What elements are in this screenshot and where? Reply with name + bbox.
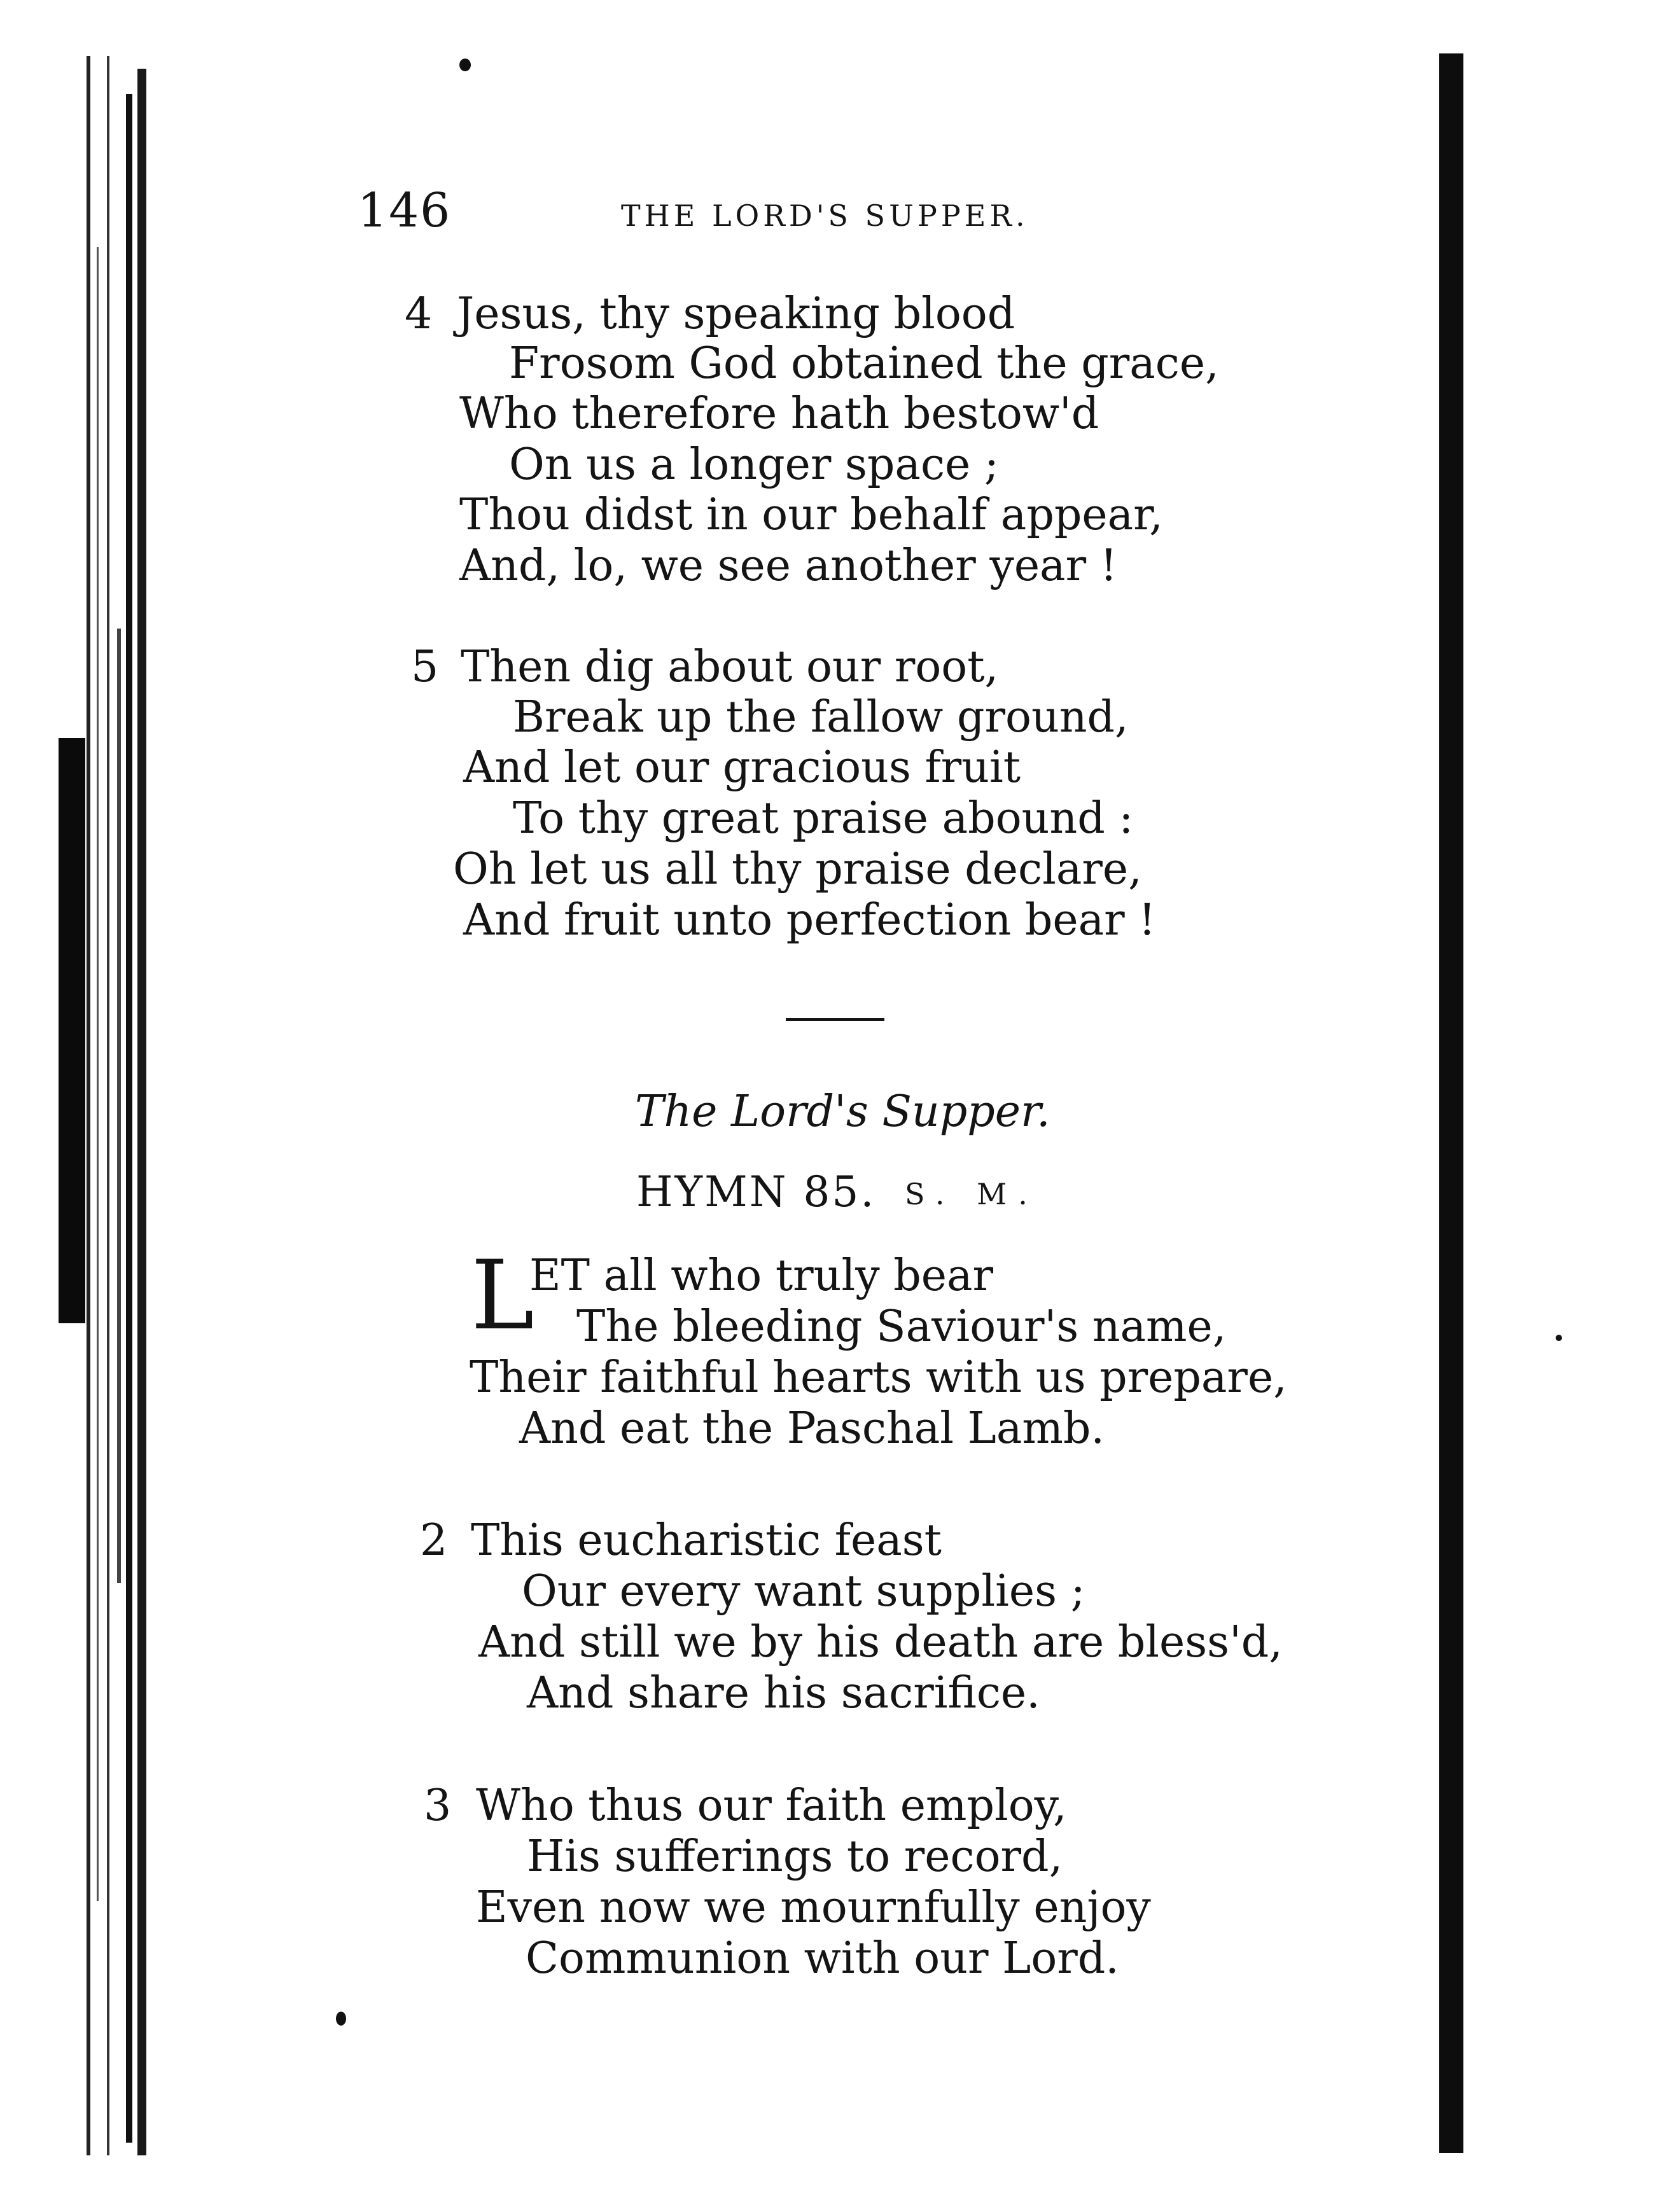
stanza-number: 2: [420, 1515, 448, 1566]
verse-line: And eat the Paschal Lamb.: [519, 1403, 1105, 1454]
verse-line: This eucharistic feast: [471, 1515, 942, 1566]
verse-line: And share his sacrifice.: [527, 1668, 1040, 1718]
verse-line: Jesus, thy speaking blood: [457, 289, 1015, 339]
verse-line: To thy great praise abound :: [513, 793, 1134, 844]
verse-line: And, lo, we see another year !: [459, 541, 1118, 591]
drop-cap: L: [471, 1241, 534, 1351]
verse-line: Even now we mournfully enjoy: [476, 1882, 1151, 1933]
stanza-number: 4: [405, 289, 433, 339]
stanza-number: 3: [424, 1781, 452, 1831]
stanza-number: 5: [411, 642, 439, 692]
verse-line: Our every want supplies ;: [522, 1566, 1085, 1617]
verse-line: And fruit unto perfection bear !: [463, 895, 1156, 945]
section-title: The Lord's Supper.: [635, 1087, 1050, 1137]
verse-line: His sufferings to record,: [527, 1832, 1063, 1882]
verse-line: On us a longer space ;: [509, 440, 999, 490]
running-head: THE LORD'S SUPPER.: [621, 198, 1029, 233]
hymn-meter: S. M.: [905, 1177, 1039, 1211]
verse-line: Communion with our Lord.: [526, 1933, 1119, 1984]
scan-right-edge: [1439, 53, 1463, 2153]
verse-line: Thou didst in our behalf appear,: [459, 490, 1163, 540]
page-number: 146: [358, 183, 452, 238]
verse-line: And let our gracious fruit: [463, 742, 1021, 793]
scan-binding-edge: [81, 56, 158, 2155]
ink-speck: [336, 2012, 346, 2026]
ink-speck: [459, 59, 471, 71]
verse-line: Frosom God obtained the grace,: [509, 338, 1219, 389]
verse-line: Their faithful hearts with us prepare,: [470, 1353, 1287, 1403]
section-divider: [786, 1018, 884, 1021]
verse-line: ET all who truly bear: [529, 1251, 994, 1301]
verse-line: Who thus our faith employ,: [476, 1781, 1067, 1831]
scan-shadow-block: [59, 738, 85, 1323]
verse-line: And still we by his death are bless'd,: [478, 1617, 1283, 1667]
verse-line: Break up the fallow ground,: [513, 692, 1129, 742]
ink-speck: [1556, 1335, 1562, 1341]
verse-line: Then dig about our root,: [461, 642, 999, 692]
hymn-number: HYMN 85.: [636, 1167, 876, 1216]
verse-line: Oh let us all thy praise declare,: [453, 844, 1142, 894]
verse-line: The bleeding Saviour's name,: [576, 1302, 1227, 1352]
verse-line: Who therefore hath bestow'd: [459, 389, 1099, 439]
